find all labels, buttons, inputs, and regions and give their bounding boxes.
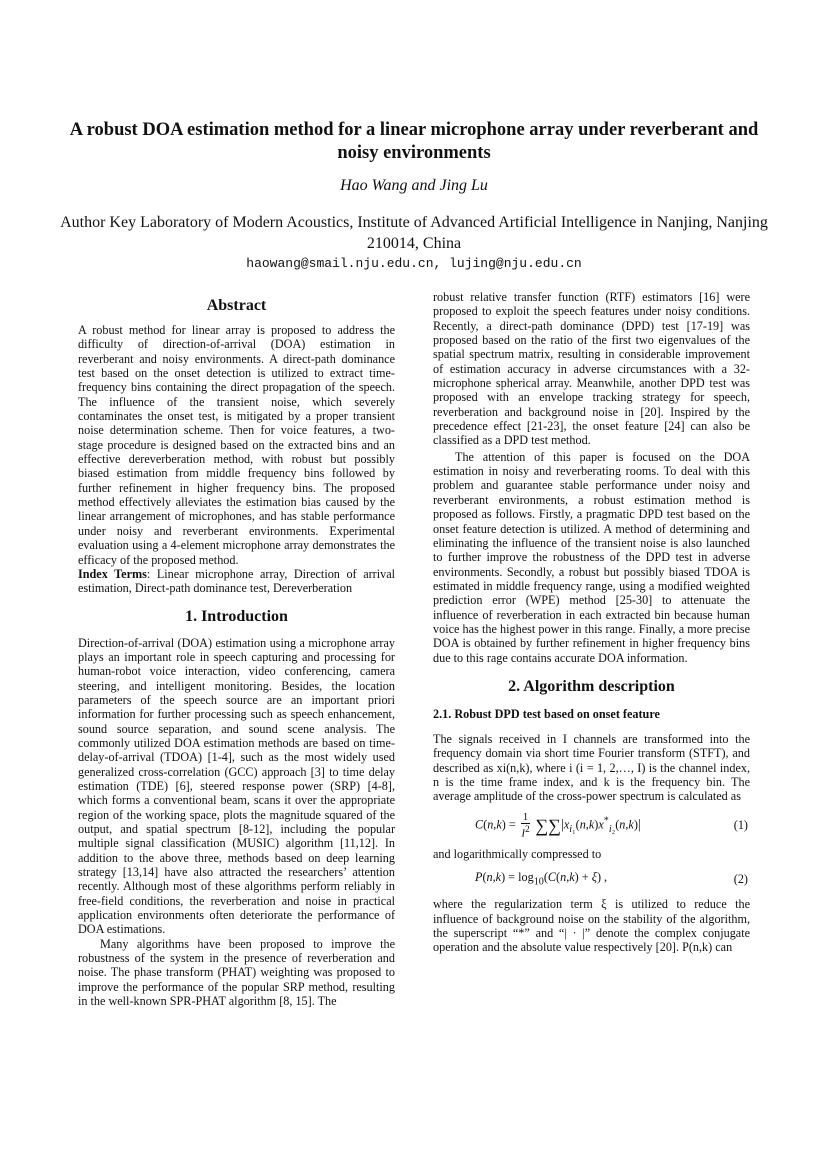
index-terms-text: : Linear microphone array, Direction of arrival estimation, Direct-path dominance test, Dereverberation bbox=[78, 566, 395, 596]
intro-paragraph-2: Many algorithms have been proposed to improve the robustness of the system in the presence of reverberation and noise. The phase transform (PHAT) weighting was proposed to improve the performance of the popular SRP method, resulting in the well-known SPR-PHAT algorithm [8, 15]. The bbox=[78, 936, 395, 1009]
equation-2-formula: $P(n,k) = \log_{10}(C(n,k) + \xi)$ , bbox=[475, 869, 608, 888]
equation-1-number: (1) bbox=[733, 818, 748, 833]
equation-2-number: (2) bbox=[733, 872, 748, 887]
index-terms-label: Index Terms bbox=[78, 566, 147, 581]
algorithm-paragraph-3: where the regularization term ξ is utilized to reduce the influence of background noise on the stability of the algorithm, the superscript “*” and “| · |” denote the complex conjugate operation and the absolute value respectively [20]. P(n,k) can bbox=[433, 897, 750, 955]
affiliation: Author Key Laboratory of Modern Acoustics, Institute of Advanced Artificial Intelligence in Nanjing, Nanjing 210014, China bbox=[60, 214, 768, 252]
author-emails: haowang@smail.nju.edu.cn, lujing@nju.edu.cn bbox=[246, 256, 582, 271]
algorithm-paragraph-1: The signals received in I channels are transformed into the frequency domain via short time Fourier transform (STFT), and described as xi(n,k), where i (i = 1, 2,…, I) is the channel index, n is the time frame index, and k is the frequency bin. The average amplitude of the cross-power spectrum is calculated as bbox=[433, 731, 750, 804]
subsection-heading: 2.1. Robust DPD test based on onset feature bbox=[433, 706, 660, 721]
paper-title: A robust DOA estimation method for a linear microphone array under reverberant and noisy environments bbox=[69, 120, 759, 163]
equation-1-formula: C(n,k) = $\frac{1}{I^2}$ $\sum\sum|x_{i_1}(n,k)x^*_{i_2}(n,k)|$ bbox=[475, 810, 641, 840]
equation-1 bbox=[433, 812, 750, 840]
index-terms bbox=[78, 567, 395, 596]
intro-paragraph-4: The attention of this paper is focused on the DOA estimation in noisy and reverberating rooms. To deal with this problem and guarantee stable performance under noisy and reverberant environments, a robust estimation method is proposed as follows. Firstly, a pragmatic DPD test based on the onset feature detection is utilized. A method of determining and eliminating the influence of the transient noise is also launched to further improve the robustness of the DPD test in adverse environments. Secondly, a robust but possibly biased TDOA is estimated in middle frequency range, using a modified weighted prediction error (WPE) method [25-30] to attenuate the influence of reverberation in each extracted bin because human voice has the highest power in this range. Finally, a more precise DOA is obtained by further refinement in higher frequency bins due to this rage contains accurate DOA information. bbox=[433, 449, 750, 665]
abstract-heading: Abstract bbox=[206, 297, 267, 314]
author-names: Hao Wang and Jing Lu bbox=[340, 177, 488, 194]
left-column bbox=[78, 290, 395, 1008]
intro-paragraph-3: robust relative transfer function (RTF) estimators [16] were proposed to exploit the speech features under noisy conditions. Recently, a direct-path dominance (DPD) test [17-19] was proposed based on the ratio of the first two eigenvalues of the spatial spectrum matrix, resulting in considerable improvement of estimation accuracy in adverse circumstances with a 32-microphone spherical array. Meanwhile, another DPD test was proposed with an envelope tracking strategy for speech, reverberation and background noise in [20]. Inspired by the precedence effect [21-23], the onset feature [24] can also be classified as a DPD test method. bbox=[433, 290, 750, 448]
algorithm-paragraph-2: and logarithmically compressed to bbox=[433, 847, 602, 862]
abstract-text: A robust method for linear array is proposed to address the difficulty of direction-of-arrival (DOA) estimation in reverberant and noisy environments. A direct-path dominance test based on the onset detection is utilized to extract time-frequency bins containing the direct propagation of the speech. The influence of the transient noise, which severely contaminates the onset test, is mitigated by a proper transient noise determination scheme. Then for voice features, a two-stage procedure is designed based on the extracted bins and an effective dereverberation method, with robust but possibly biased estimation from middle frequency bins followed by further refinement in higher frequency bins. The proposed method effectively alleviates the estimation bias caused by the linear arrangement of microphones, and has stable performance under noisy and reverberant environments. Experimental evaluation using a 4-element microphone array demonstrates the efficacy of the proposed method. bbox=[78, 323, 395, 567]
right-column bbox=[433, 290, 750, 955]
intro-heading: 1. Introduction bbox=[185, 607, 288, 625]
algorithm-heading: 2. Algorithm description bbox=[508, 677, 675, 695]
equation-2 bbox=[433, 870, 750, 890]
intro-paragraph-1: Direction-of-arrival (DOA) estimation using a microphone array plays an important role in speech capturing and processing for human-robot voice interaction, video conferencing, camera steering, and intelligent monitoring. Besides, the location parameters of the speech source are an important priori information for further processing such as speech enhancement, sound source separation, and sound scene analysis. The commonly utilized DOA estimation methods are based on time-delay-of-arrival (TDOA) [1-4], such as the most widely used generalized cross-correlation (GCC) approach [3] to time delay estimation (TDE) [6], steered response power (SRP) [4-8], which forms a conventional beam, scans it over the appropriate region of the working space, plots the magnitude squared of the output, and spatial spectrum [8-12], including the popular multiple signal classification (MUSIC) algorithm [11,12]. In addition to the above three, methods based on deep learning strategy [13,14] have also attracted the researchers’ attention recently. Although most of these algorithms perform reliably in free-field conditions, the reverberation and noise in practical application environments often deteriorate the performance of DOA estimations. bbox=[78, 635, 395, 937]
